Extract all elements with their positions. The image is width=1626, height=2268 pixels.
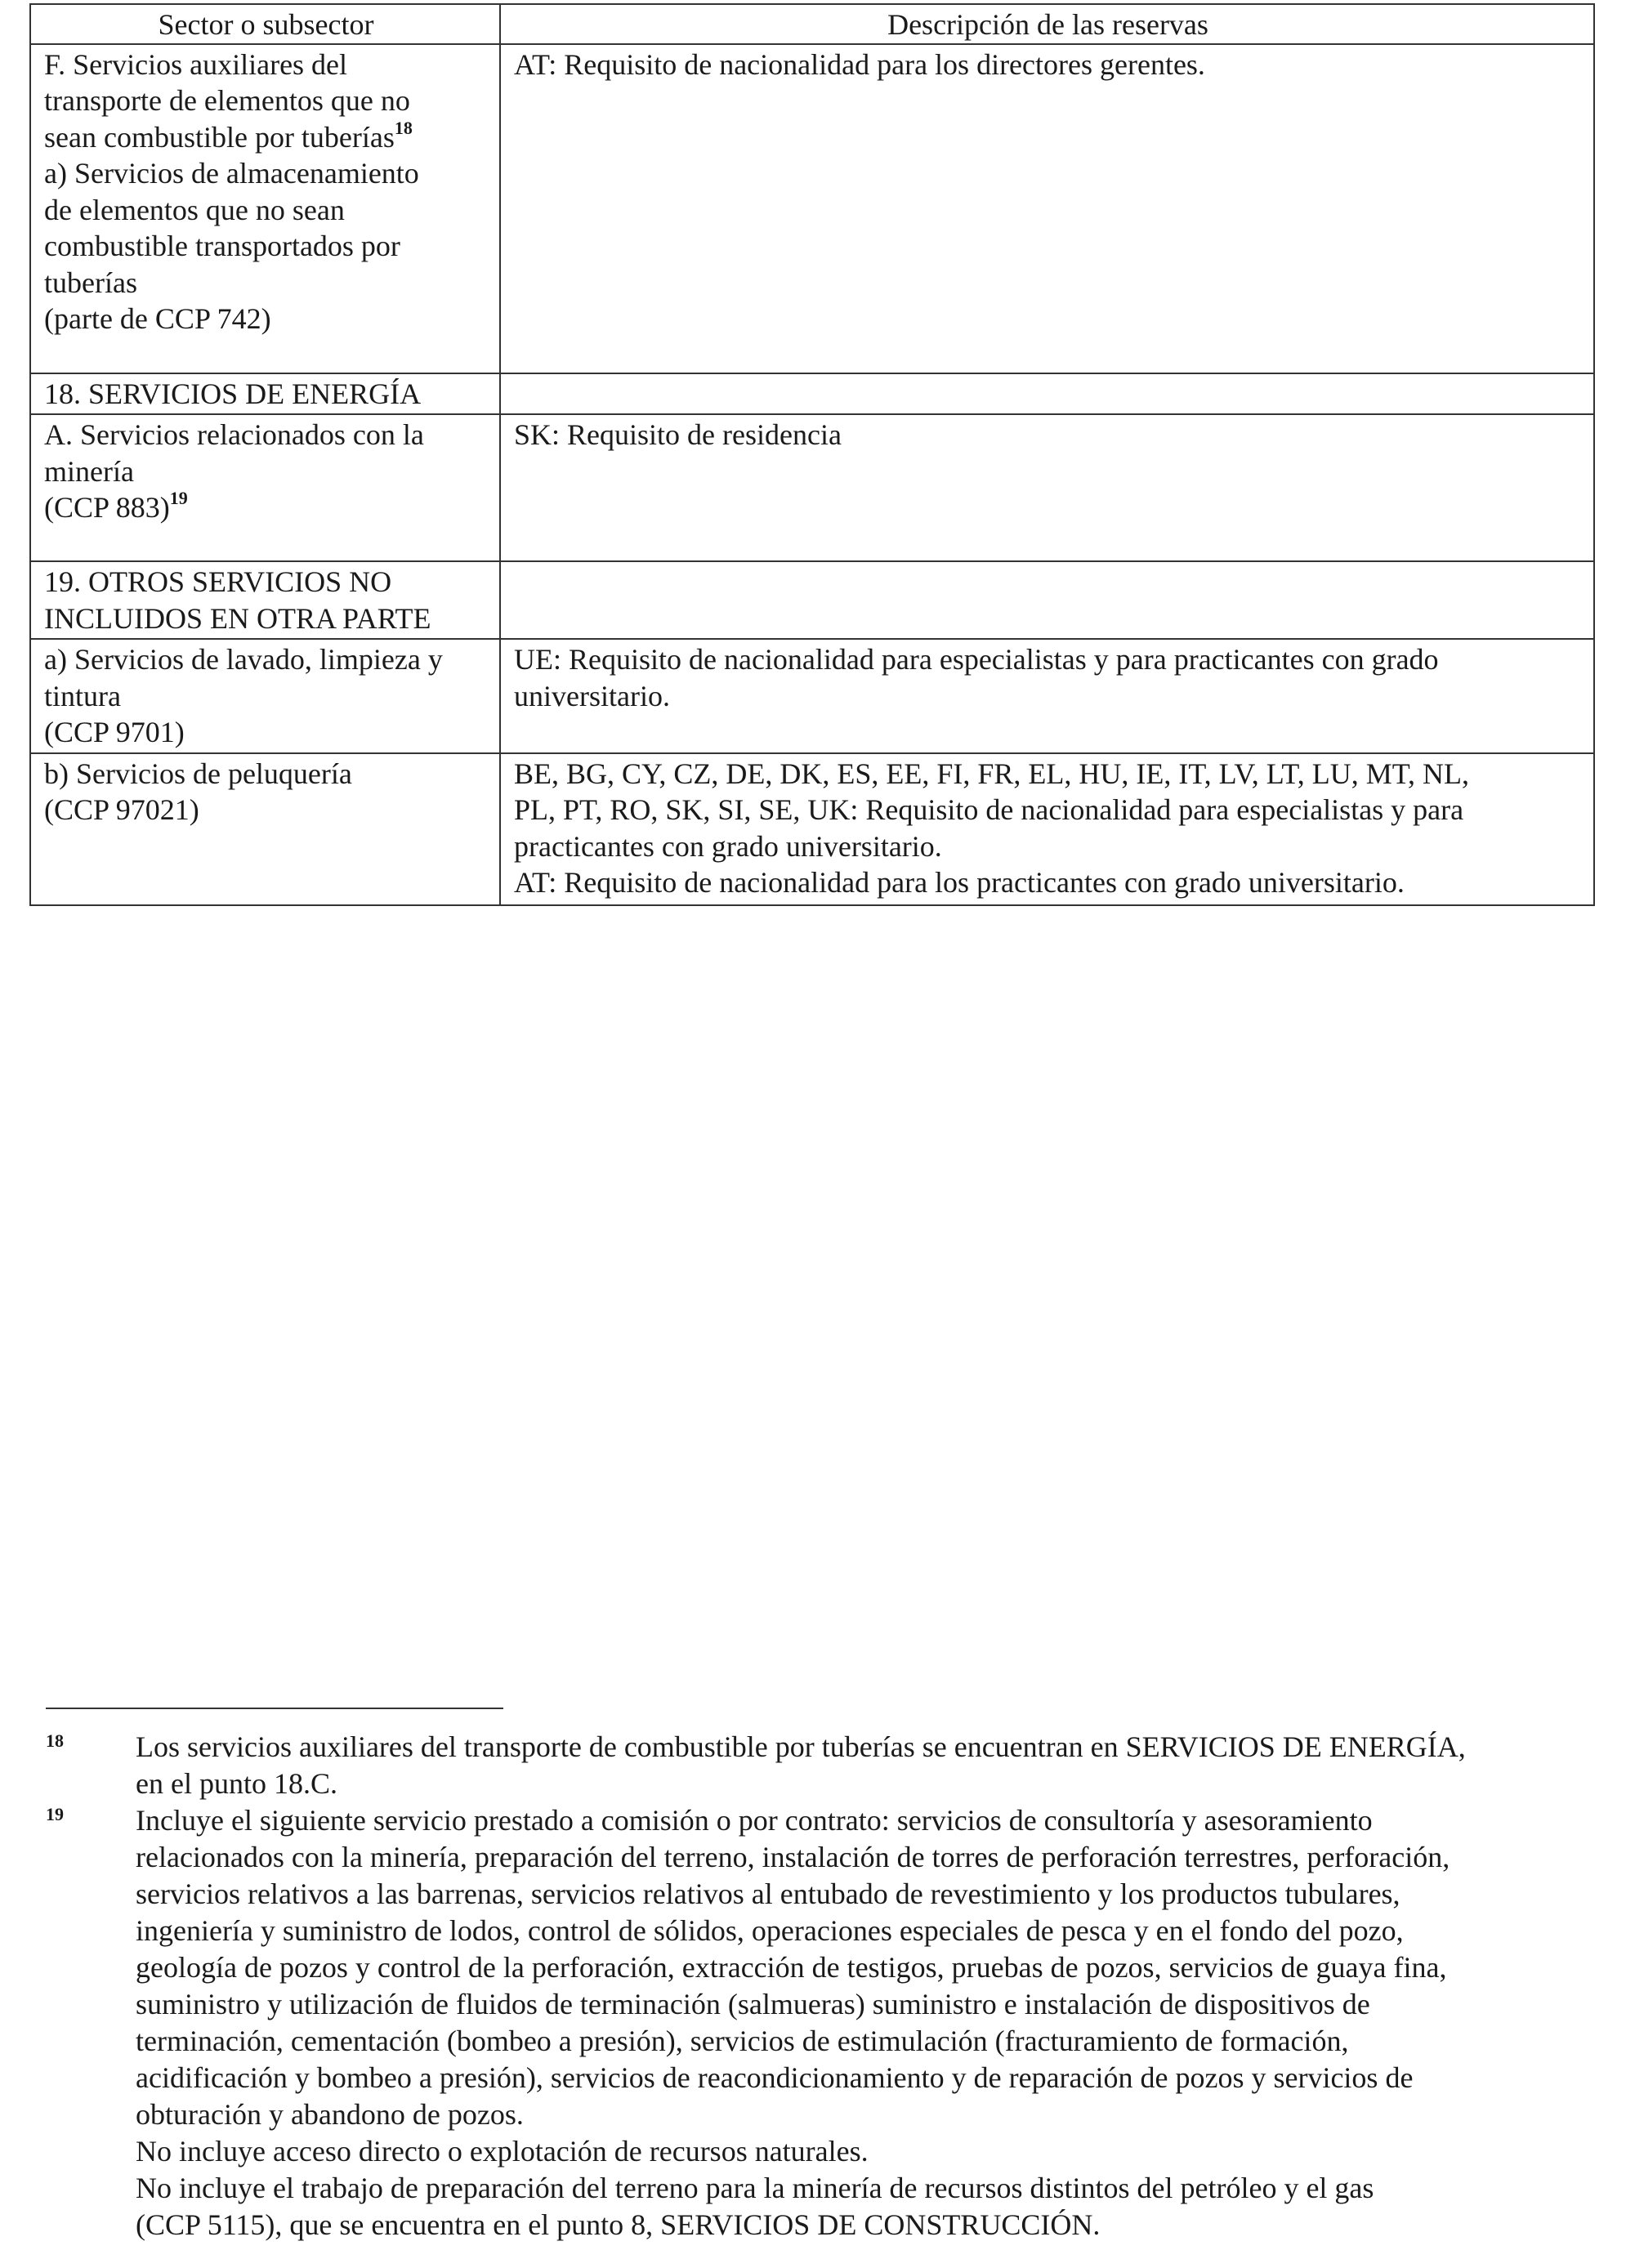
sector-line: minería	[44, 454, 134, 488]
footnote-line: acidificación y bombeo a presión), servicios de reacondicionamiento y de reparación de pozos y servicios de	[136, 2061, 1414, 2094]
footnote-line: servicios relativos a las barrenas, servicios relativos al entubado de revestimiento y los productos tubulares,	[136, 1877, 1400, 1910]
footnote-line: No incluye acceso directo o explotación de recursos naturales.	[136, 2135, 869, 2168]
sector-cell	[30, 414, 500, 561]
table-row	[30, 373, 1594, 415]
description-cell	[500, 639, 1594, 753]
footnote-line: (CCP 5115), que se encuentra en el punto 8, SERVICIOS DE CONSTRUCCIÓN.	[136, 2208, 1101, 2241]
sector-cell	[30, 373, 500, 415]
footnote-line: suministro y utilización de fluidos de terminación (salmueras) suministro e instalación de dispositivos de	[136, 1988, 1370, 2020]
table-row	[30, 639, 1594, 753]
footnote-separator	[46, 1708, 503, 1709]
sector-line: (CCP 97021)	[44, 793, 199, 826]
section-heading: 19. OTROS SERVICIOS NO	[44, 565, 392, 598]
footnote-line: Incluye el siguiente servicio prestado a comisión o por contrato: servicios de consultoría y asesoramiento	[136, 1804, 1373, 1837]
footnote-line: ingeniería y suministro de lodos, control de sólidos, operaciones especiales de pesca y en el fondo del pozo,	[136, 1914, 1404, 1947]
footnote-18	[46, 1729, 1582, 1802]
description-line: AT: Requisito de nacionalidad para los directores gerentes.	[514, 47, 1205, 81]
header-sector: Sector o subsector	[30, 4, 500, 44]
sector-text: (CCP 883)	[44, 491, 170, 524]
description-cell	[500, 373, 1594, 415]
description-cell	[500, 414, 1594, 561]
footnote-line: Los servicios auxiliares del transporte de combustible por tuberías se encuentran en SERVICIOS DE ENERGÍA,	[136, 1730, 1466, 1763]
footnote-line: en el punto 18.C.	[136, 1767, 337, 1800]
sector-line: A. Servicios relacionados con la	[44, 418, 424, 451]
footnote-19	[46, 1802, 1582, 2243]
table-row	[30, 561, 1594, 639]
sector-cell	[30, 44, 500, 373]
section-heading: 18. SERVICIOS DE ENERGÍA	[44, 377, 422, 410]
sector-cell	[30, 561, 500, 639]
sector-line: (parte de CCP 742)	[44, 302, 271, 335]
sector-cell	[30, 753, 500, 905]
description-line: AT: Requisito de nacionalidad para los practicantes con grado universitario.	[514, 866, 1405, 899]
sector-line	[44, 119, 488, 156]
description-cell	[500, 44, 1594, 373]
description-cell	[500, 561, 1594, 639]
footnote-number: 19	[46, 1804, 64, 1824]
reservations-table	[29, 3, 1595, 906]
table-row	[30, 414, 1594, 561]
sector-line: F. Servicios auxiliares del	[44, 47, 348, 81]
header-description: Descripción de las reservas	[500, 4, 1594, 44]
footnotes	[46, 1729, 1582, 2243]
footnote-line: geología de pozos y control de la perforación, extracción de testigos, pruebas de pozos, servicios de guaya fina,	[136, 1951, 1447, 1984]
sector-line: combustible transportados por	[44, 230, 400, 262]
table-row	[30, 753, 1594, 905]
sector-line: tintura	[44, 679, 121, 712]
footnote-line: obturación y abandono de pozos.	[136, 2098, 524, 2131]
sector-line: b) Servicios de peluquería	[44, 757, 352, 790]
section-heading: INCLUIDOS EN OTRA PARTE	[44, 601, 431, 635]
table-header-row	[30, 4, 1594, 44]
sector-line: a) Servicios de lavado, limpieza y	[44, 643, 443, 676]
sector-text: sean combustible por tuberías	[44, 120, 395, 154]
description-line: BE, BG, CY, CZ, DE, DK, ES, EE, FI, FR, EL, HU, IE, IT, LV, LT, LU, MT, NL,	[514, 757, 1470, 790]
sector-line: de elementos que no sean	[44, 193, 345, 226]
sector-line: (CCP 9701)	[44, 716, 185, 748]
footnote-ref-19[interactable]: 19	[169, 488, 188, 508]
description-line: SK: Requisito de residencia	[514, 418, 842, 451]
footnote-ref-18[interactable]: 18	[394, 117, 413, 138]
footnote-line: No incluye el trabajo de preparación del terreno para la minería de recursos distintos del petróleo y el gas	[136, 2172, 1374, 2204]
footnote-line: relacionados con la minería, preparación del terreno, instalación de torres de perforación terrestres, perforación,	[136, 1841, 1450, 1873]
description-line: UE: Requisito de nacionalidad para especialistas y para practicantes con grado	[514, 643, 1439, 676]
sector-line: a) Servicios de almacenamiento	[44, 157, 419, 190]
footnote-number: 18	[46, 1730, 64, 1751]
footnote-line: terminación, cementación (bombeo a presión), servicios de estimulación (fracturamiento de formación,	[136, 2025, 1349, 2057]
description-line: practicantes con grado universitario.	[514, 829, 942, 863]
sector-line: transporte de elementos que no	[44, 84, 410, 117]
description-line: universitario.	[514, 679, 670, 712]
sector-line	[44, 489, 488, 526]
sector-cell	[30, 639, 500, 753]
description-cell	[500, 753, 1594, 905]
description-line: PL, PT, RO, SK, SI, SE, UK: Requisito de nacionalidad para especialistas y para	[514, 793, 1464, 826]
sector-line: tuberías	[44, 266, 137, 299]
table-row	[30, 44, 1594, 373]
